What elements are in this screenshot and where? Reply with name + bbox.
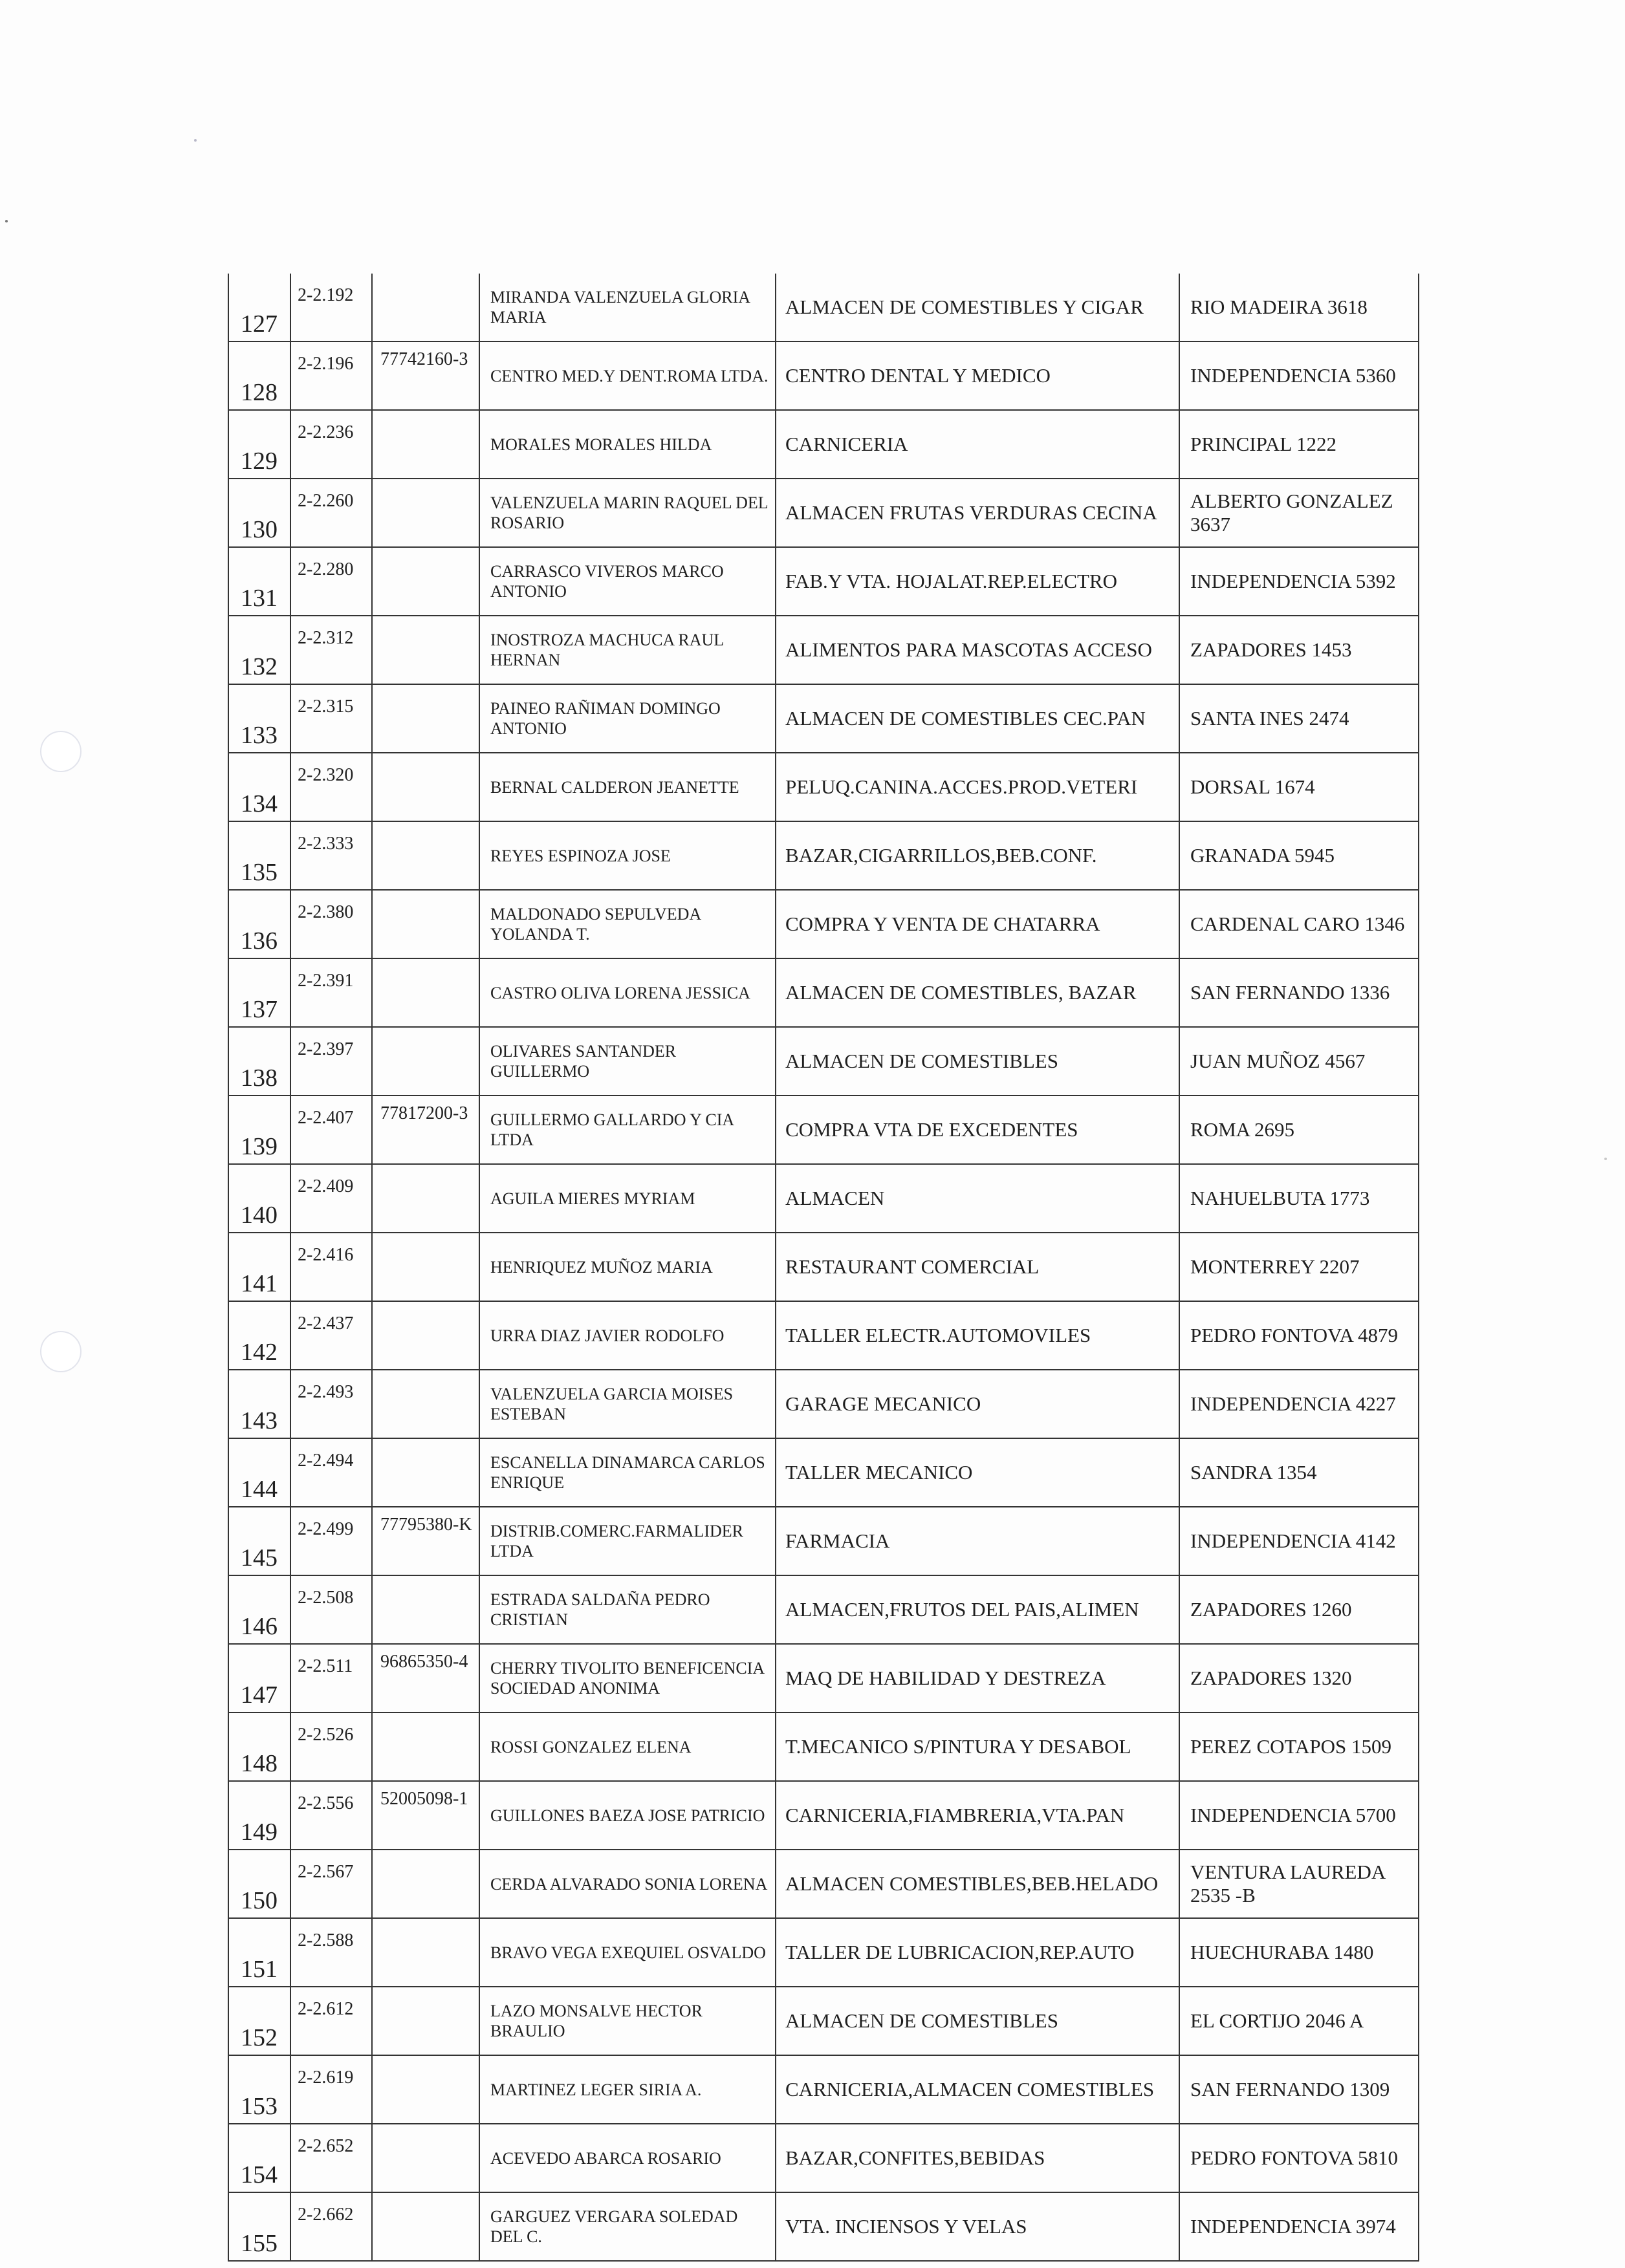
table-row (228, 684, 1419, 753)
business-address: PRINCIPAL 1222 (1179, 410, 1419, 479)
owner-name: DISTRIB.COMERC.FARMALIDER LTDA (479, 1507, 776, 1575)
row-number: 134 (228, 753, 290, 821)
patent-code: 2-2.192 (290, 274, 372, 341)
owner-name: OLIVARES SANTANDER GUILLERMO (479, 1027, 776, 1096)
patent-code: 2-2.391 (290, 958, 372, 1027)
owner-name: CASTRO OLIVA LORENA JESSICA (479, 958, 776, 1027)
rut-cell (372, 479, 479, 547)
table-row (228, 1987, 1419, 2055)
patent-code: 2-2.508 (290, 1575, 372, 1644)
rut-cell (372, 2124, 479, 2192)
patent-code: 2-2.397 (290, 1027, 372, 1096)
business-activity: BAZAR,CIGARRILLOS,BEB.CONF. (776, 821, 1179, 890)
business-address: INDEPENDENCIA 5700 (1179, 1781, 1419, 1850)
row-number: 150 (228, 1850, 290, 1918)
owner-name: LAZO MONSALVE HECTOR BRAULIO (479, 1987, 776, 2055)
business-activity: ALMACEN,FRUTOS DEL PAIS,ALIMEN (776, 1575, 1179, 1644)
row-number: 144 (228, 1438, 290, 1507)
patent-code: 2-2.196 (290, 341, 372, 410)
rut-cell (372, 753, 479, 821)
rut-cell (372, 2192, 479, 2261)
table-row (228, 2124, 1419, 2192)
rut-cell (372, 1233, 479, 1301)
owner-name: VALENZUELA MARIN RAQUEL DEL ROSARIO (479, 479, 776, 547)
owner-name: HENRIQUEZ MUÑOZ MARIA (479, 1233, 776, 1301)
business-address: PEREZ COTAPOS 1509 (1179, 1712, 1419, 1781)
rut-cell (372, 1712, 479, 1781)
owner-name: MORALES MORALES HILDA (479, 410, 776, 479)
business-activity: ALMACEN FRUTAS VERDURAS CECINA (776, 479, 1179, 547)
table-row (228, 1644, 1419, 1712)
business-activity: GARAGE MECANICO (776, 1370, 1179, 1438)
patent-code: 2-2.652 (290, 2124, 372, 2192)
business-activity: ALMACEN (776, 1164, 1179, 1233)
row-number: 132 (228, 616, 290, 684)
row-number: 138 (228, 1027, 290, 1096)
patent-code: 2-2.511 (290, 1644, 372, 1712)
owner-name: ROSSI GONZALEZ ELENA (479, 1712, 776, 1781)
business-address: INDEPENDENCIA 5360 (1179, 341, 1419, 410)
patent-code: 2-2.333 (290, 821, 372, 890)
table-row (228, 1233, 1419, 1301)
business-address: CARDENAL CARO 1346 (1179, 890, 1419, 958)
business-activity: ALMACEN DE COMESTIBLES (776, 1987, 1179, 2055)
owner-name: VALENZUELA GARCIA MOISES ESTEBAN (479, 1370, 776, 1438)
business-activity: CARNICERIA,ALMACEN COMESTIBLES (776, 2055, 1179, 2124)
rut-cell (372, 1027, 479, 1096)
patent-code: 2-2.612 (290, 1987, 372, 2055)
business-activity: ALMACEN DE COMESTIBLES (776, 1027, 1179, 1096)
business-address: ZAPADORES 1320 (1179, 1644, 1419, 1712)
rut-cell: 77795380-K (372, 1507, 479, 1575)
owner-name: ACEVEDO ABARCA ROSARIO (479, 2124, 776, 2192)
patent-code: 2-2.280 (290, 547, 372, 616)
business-activity: T.MECANICO S/PINTURA Y DESABOL (776, 1712, 1179, 1781)
business-address: HUECHURABA 1480 (1179, 1918, 1419, 1987)
owner-name: CHERRY TIVOLITO BENEFICENCIA SOCIEDAD ANONIMA (479, 1644, 776, 1712)
row-number: 137 (228, 958, 290, 1027)
table-row (228, 1096, 1419, 1164)
patent-code: 2-2.409 (290, 1164, 372, 1233)
business-activity: BAZAR,CONFITES,BEBIDAS (776, 2124, 1179, 2192)
business-address: INDEPENDENCIA 5392 (1179, 547, 1419, 616)
business-address: ZAPADORES 1453 (1179, 616, 1419, 684)
rut-cell (372, 274, 479, 341)
table-row (228, 1027, 1419, 1096)
business-address: SAN FERNANDO 1309 (1179, 2055, 1419, 2124)
owner-name: GARGUEZ VERGARA SOLEDAD DEL C. (479, 2192, 776, 2261)
business-activity: ALMACEN DE COMESTIBLES CEC.PAN (776, 684, 1179, 753)
owner-name: CENTRO MED.Y DENT.ROMA LTDA. (479, 341, 776, 410)
rut-cell (372, 547, 479, 616)
patent-code: 2-2.567 (290, 1850, 372, 1918)
business-address: JUAN MUÑOZ 4567 (1179, 1027, 1419, 1096)
patent-code: 2-2.312 (290, 616, 372, 684)
scan-speck (1604, 1158, 1607, 1160)
business-address: PEDRO FONTOVA 4879 (1179, 1301, 1419, 1370)
rut-cell (372, 616, 479, 684)
table-row (228, 1164, 1419, 1233)
row-number: 136 (228, 890, 290, 958)
rut-cell (372, 410, 479, 479)
rut-cell (372, 1438, 479, 1507)
table-row (228, 1438, 1419, 1507)
owner-name: PAINEO RAÑIMAN DOMINGO ANTONIO (479, 684, 776, 753)
rut-cell (372, 1850, 479, 1918)
rut-cell (372, 1370, 479, 1438)
registry-body (228, 274, 1419, 2261)
row-number: 131 (228, 547, 290, 616)
patent-code: 2-2.556 (290, 1781, 372, 1850)
business-address: SANDRA 1354 (1179, 1438, 1419, 1507)
rut-cell (372, 890, 479, 958)
rut-cell: 77817200-3 (372, 1096, 479, 1164)
scan-speck (5, 220, 8, 222)
table-row (228, 410, 1419, 479)
business-activity: ALIMENTOS PARA MASCOTAS ACCESO (776, 616, 1179, 684)
table-row (228, 479, 1419, 547)
business-address: ZAPADORES 1260 (1179, 1575, 1419, 1644)
row-number: 154 (228, 2124, 290, 2192)
row-number: 153 (228, 2055, 290, 2124)
patent-code: 2-2.437 (290, 1301, 372, 1370)
owner-name: CARRASCO VIVEROS MARCO ANTONIO (479, 547, 776, 616)
business-address: SAN FERNANDO 1336 (1179, 958, 1419, 1027)
row-number: 151 (228, 1918, 290, 1987)
business-address: ROMA 2695 (1179, 1096, 1419, 1164)
owner-name: GUILLERMO GALLARDO Y CIA LTDA (479, 1096, 776, 1164)
business-activity: RESTAURANT COMERCIAL (776, 1233, 1179, 1301)
punch-hole (40, 1331, 82, 1372)
table-row (228, 1850, 1419, 1918)
scan-speck (194, 139, 197, 142)
row-number: 149 (228, 1781, 290, 1850)
table-row (228, 1575, 1419, 1644)
business-address: DORSAL 1674 (1179, 753, 1419, 821)
table-row (228, 821, 1419, 890)
business-activity: CARNICERIA (776, 410, 1179, 479)
row-number: 133 (228, 684, 290, 753)
rut-cell: 52005098-1 (372, 1781, 479, 1850)
owner-name: INOSTROZA MACHUCA RAUL HERNAN (479, 616, 776, 684)
table-row (228, 1918, 1419, 1987)
patent-code: 2-2.236 (290, 410, 372, 479)
rut-cell (372, 958, 479, 1027)
business-activity: COMPRA VTA DE EXCEDENTES (776, 1096, 1179, 1164)
patent-code: 2-2.320 (290, 753, 372, 821)
table-row (228, 341, 1419, 410)
rut-cell: 96865350-4 (372, 1644, 479, 1712)
table-row (228, 1781, 1419, 1850)
owner-name: AGUILA MIERES MYRIAM (479, 1164, 776, 1233)
owner-name: REYES ESPINOZA JOSE (479, 821, 776, 890)
business-address: INDEPENDENCIA 4142 (1179, 1507, 1419, 1575)
rut-cell (372, 684, 479, 753)
owner-name: URRA DIAZ JAVIER RODOLFO (479, 1301, 776, 1370)
business-activity: CARNICERIA,FIAMBRERIA,VTA.PAN (776, 1781, 1179, 1850)
business-activity: TALLER MECANICO (776, 1438, 1179, 1507)
row-number: 129 (228, 410, 290, 479)
row-number: 148 (228, 1712, 290, 1781)
business-activity: PELUQ.CANINA.ACCES.PROD.VETERI (776, 753, 1179, 821)
row-number: 142 (228, 1301, 290, 1370)
row-number: 127 (228, 274, 290, 341)
table-row (228, 547, 1419, 616)
owner-name: GUILLONES BAEZA JOSE PATRICIO (479, 1781, 776, 1850)
rut-cell (372, 2055, 479, 2124)
row-number: 145 (228, 1507, 290, 1575)
table-row (228, 958, 1419, 1027)
owner-name: MARTINEZ LEGER SIRIA A. (479, 2055, 776, 2124)
owner-name: BERNAL CALDERON JEANETTE (479, 753, 776, 821)
rut-cell (372, 1918, 479, 1987)
row-number: 147 (228, 1644, 290, 1712)
business-activity: FARMACIA (776, 1507, 1179, 1575)
owner-name: ESCANELLA DINAMARCA CARLOS ENRIQUE (479, 1438, 776, 1507)
business-registry-table (228, 274, 1419, 2262)
patent-code: 2-2.380 (290, 890, 372, 958)
business-activity: VTA. INCIENSOS Y VELAS (776, 2192, 1179, 2261)
table-row (228, 753, 1419, 821)
patent-code: 2-2.662 (290, 2192, 372, 2261)
rut-cell (372, 1987, 479, 2055)
business-activity: TALLER DE LUBRICACION,REP.AUTO (776, 1918, 1179, 1987)
patent-code: 2-2.315 (290, 684, 372, 753)
row-number: 130 (228, 479, 290, 547)
business-address: VENTURA LAUREDA 2535 -B (1179, 1850, 1419, 1918)
rut-cell (372, 1301, 479, 1370)
patent-code: 2-2.526 (290, 1712, 372, 1781)
business-activity: ALMACEN COMESTIBLES,BEB.HELADO (776, 1850, 1179, 1918)
business-activity: MAQ DE HABILIDAD Y DESTREZA (776, 1644, 1179, 1712)
owner-name: ESTRADA SALDAÑA PEDRO CRISTIAN (479, 1575, 776, 1644)
business-address: MONTERREY 2207 (1179, 1233, 1419, 1301)
patent-code: 2-2.619 (290, 2055, 372, 2124)
business-address: SANTA INES 2474 (1179, 684, 1419, 753)
row-number: 135 (228, 821, 290, 890)
rut-cell (372, 1164, 479, 1233)
rut-cell (372, 1575, 479, 1644)
business-address: PEDRO FONTOVA 5810 (1179, 2124, 1419, 2192)
business-address: EL CORTIJO 2046 A (1179, 1987, 1419, 2055)
patent-code: 2-2.493 (290, 1370, 372, 1438)
business-activity: TALLER ELECTR.AUTOMOVILES (776, 1301, 1179, 1370)
business-address: ALBERTO GONZALEZ 3637 (1179, 479, 1419, 547)
business-address: INDEPENDENCIA 3974 (1179, 2192, 1419, 2261)
table-row (228, 1712, 1419, 1781)
patent-code: 2-2.499 (290, 1507, 372, 1575)
business-address: NAHUELBUTA 1773 (1179, 1164, 1419, 1233)
table-row (228, 1507, 1419, 1575)
business-activity: ALMACEN DE COMESTIBLES Y CIGAR (776, 274, 1179, 341)
owner-name: CERDA ALVARADO SONIA LORENA (479, 1850, 776, 1918)
business-address: INDEPENDENCIA 4227 (1179, 1370, 1419, 1438)
business-address: RIO MADEIRA 3618 (1179, 274, 1419, 341)
business-address: GRANADA 5945 (1179, 821, 1419, 890)
table-row (228, 2055, 1419, 2124)
rut-cell: 77742160-3 (372, 341, 479, 410)
row-number: 146 (228, 1575, 290, 1644)
owner-name: BRAVO VEGA EXEQUIEL OSVALDO (479, 1918, 776, 1987)
row-number: 152 (228, 1987, 290, 2055)
table-row (228, 2192, 1419, 2261)
patent-code: 2-2.407 (290, 1096, 372, 1164)
rut-cell (372, 821, 479, 890)
table-row (228, 274, 1419, 341)
row-number: 143 (228, 1370, 290, 1438)
punch-hole (40, 731, 82, 772)
row-number: 128 (228, 341, 290, 410)
patent-code: 2-2.260 (290, 479, 372, 547)
patent-code: 2-2.588 (290, 1918, 372, 1987)
owner-name: MIRANDA VALENZUELA GLORIA MARIA (479, 274, 776, 341)
owner-name: MALDONADO SEPULVEDA YOLANDA T. (479, 890, 776, 958)
table-row (228, 1370, 1419, 1438)
row-number: 141 (228, 1233, 290, 1301)
table-row (228, 1301, 1419, 1370)
patent-code: 2-2.416 (290, 1233, 372, 1301)
row-number: 140 (228, 1164, 290, 1233)
business-activity: COMPRA Y VENTA DE CHATARRA (776, 890, 1179, 958)
row-number: 139 (228, 1096, 290, 1164)
patent-code: 2-2.494 (290, 1438, 372, 1507)
business-activity: FAB.Y VTA. HOJALAT.REP.ELECTRO (776, 547, 1179, 616)
business-activity: ALMACEN DE COMESTIBLES, BAZAR (776, 958, 1179, 1027)
row-number: 155 (228, 2192, 290, 2261)
table-row (228, 616, 1419, 684)
business-activity: CENTRO DENTAL Y MEDICO (776, 341, 1179, 410)
table-row (228, 890, 1419, 958)
